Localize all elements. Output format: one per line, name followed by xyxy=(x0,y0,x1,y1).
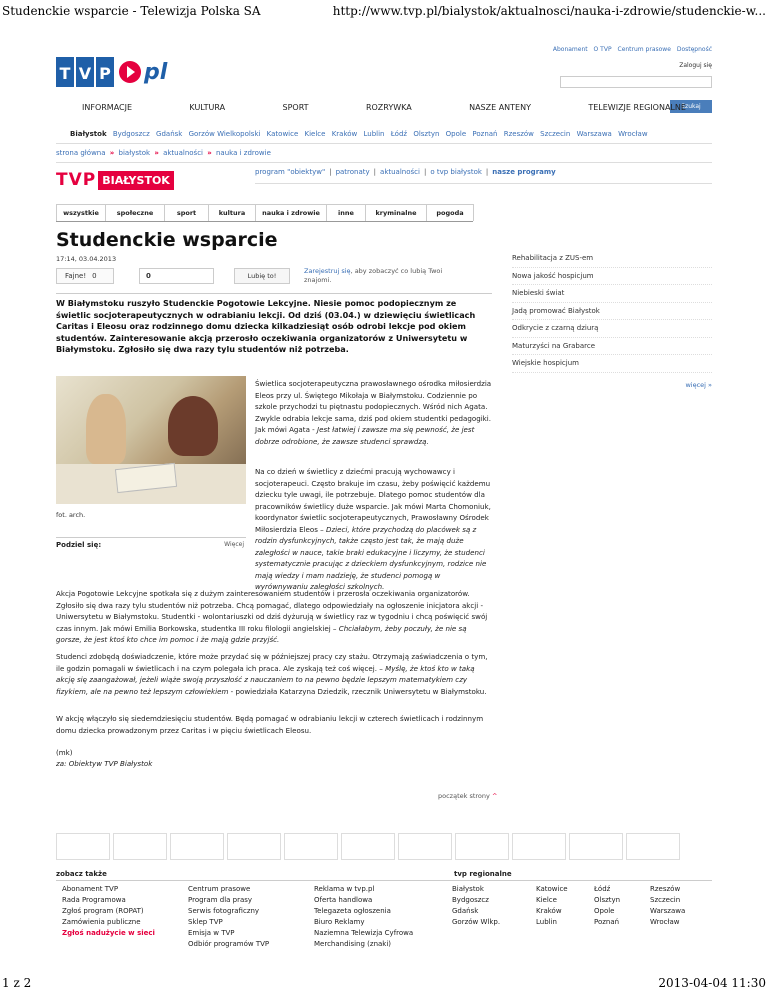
footer-heading-regional: tvp regionalne xyxy=(454,870,512,878)
top-of-page-label: początek strony xyxy=(438,792,490,800)
tab-spoleczne[interactable]: społeczne xyxy=(105,204,165,221)
top-of-page-link[interactable] xyxy=(438,792,497,800)
footer-link[interactable]: Rzeszów xyxy=(650,885,681,893)
footer-link[interactable]: Kraków xyxy=(536,907,562,915)
footer-link[interactable]: Zgłoś program (ROPAT) xyxy=(62,907,144,915)
fajne-label: Fajne! xyxy=(65,272,87,280)
breadcrumb-separator: » xyxy=(109,149,115,157)
region-link[interactable]: Opole xyxy=(445,130,467,138)
footer-link[interactable]: Katowice xyxy=(536,885,568,893)
social-bar xyxy=(56,267,469,285)
nav-nasze-anteny[interactable]: NASZE ANTENY xyxy=(469,103,531,112)
program-link-obiektyw[interactable]: program "obiektyw" xyxy=(255,168,326,176)
footer-col-7 xyxy=(650,884,685,928)
article-photo[interactable] xyxy=(56,376,246,504)
article-title: Studenckie wsparcie xyxy=(56,229,278,251)
footer-link[interactable]: Wrocław xyxy=(650,918,680,926)
region-link[interactable]: Kraków xyxy=(331,130,358,138)
paragraph-text-end: - powiedziała Katarzyna Dziedzik, rzecznik Uniwersytetu w Białymstoku. xyxy=(228,686,487,696)
thumbnail[interactable] xyxy=(227,833,281,860)
paragraph-text: Studenci zdobędą doświadczenie, które może przydać się w późniejszej pracy czy stażu. Otrzymają zaświadczenia o tym, ile godzin pomagali w świetlicach i na czym polegała ich praca. Ale zyskają też coś więcej. – xyxy=(56,652,488,673)
share-more-link[interactable]: Więcej xyxy=(224,541,244,548)
thumbnail[interactable] xyxy=(569,833,623,860)
region-link[interactable]: Bydgoszcz xyxy=(112,130,150,138)
related-link[interactable]: Jadą promować Białystok xyxy=(512,303,712,321)
nav-telewizje-regionalne[interactable]: TELEWIZJE REGIONALNE xyxy=(588,103,686,112)
region-link[interactable]: Gdańsk xyxy=(156,130,183,138)
nav-sport[interactable]: SPORT xyxy=(282,103,309,112)
footer-link[interactable]: Biuro Reklamy xyxy=(314,918,365,926)
footer-link[interactable]: Sklep TVP xyxy=(188,918,223,926)
related-link[interactable]: Niebieski świat xyxy=(512,285,712,303)
tvp-bialystok-logo[interactable] xyxy=(56,170,174,190)
logo-letter-p: P xyxy=(96,57,114,87)
quote: Jest łatwiej i zawsze ma się pewność, że jest dobrze odrobione, że zawsze studenci sprawdzą. xyxy=(255,425,475,446)
thumbnail[interactable] xyxy=(626,833,680,860)
footer-link[interactable]: Białystok xyxy=(452,885,484,893)
photo-girl xyxy=(86,394,126,464)
footer-link[interactable]: Program dla prasy xyxy=(188,896,253,904)
partner-thumbnails xyxy=(56,833,683,860)
tab-sport[interactable]: sport xyxy=(164,204,209,221)
divider xyxy=(56,880,712,881)
region-link[interactable]: Łódź xyxy=(390,130,408,138)
share-box xyxy=(56,537,246,549)
region-links xyxy=(70,130,652,138)
more-link[interactable]: więcej » xyxy=(685,380,712,389)
footer-col-5 xyxy=(536,884,568,928)
related-link[interactable]: Maturzyści na Grabarce xyxy=(512,338,712,356)
bialystok-logo-name: BIAŁYSTOK xyxy=(98,171,174,190)
article-paragraph-2 xyxy=(255,466,495,593)
footer-link[interactable]: Abonament TVP xyxy=(62,885,119,893)
region-link[interactable]: Szczecin xyxy=(540,130,571,138)
thumbnail[interactable] xyxy=(284,833,338,860)
divider xyxy=(56,162,712,163)
thumbnail[interactable] xyxy=(455,833,509,860)
breadcrumb-bialystok[interactable]: białystok xyxy=(118,149,151,157)
print-page-title: Studenckie wsparcie - Telewizja Polska SA xyxy=(2,4,261,18)
tab-kultura[interactable]: kultura xyxy=(208,204,256,221)
tvp-pl-logo[interactable] xyxy=(56,56,167,88)
quote: Myślę, że ktoś kto w taką akcję się zaangażował, jeżeli wiąże swoją przyszłość z nauczaniem to na pewno będzie lepszym matematykiem czy fizykiem, ale na pewno też lepszym człowiekiem xyxy=(56,663,475,696)
quote: Chciałabym, żeby poczuły, że nie są gorsze, że jest ktoś kto chce im pomoc i że mają gdzie przyjść. xyxy=(56,623,467,644)
top-link-o-tvp[interactable]: O TVP xyxy=(593,46,612,53)
paragraph-text: Akcja Pogotowie Lekcyjne spotkała się z dużym zainteresowaniem studentów i przerosła oczekiwania organizatorów. Zgłosiło się dwa razy tylu studentów niż potrzeba. Chcą pomagać, dlatego odpowiedziały na ogłoszenie inicjatora akcji - Uniwersytetu w Białymstoku. Studentki - wolontariuszki od dziś dyżurują w świetlicy raz w tygodniu i chcą poświęcić swój czas innym. Jak mówi Emilia Borkowska, studentka III roku filologii angielskiej – xyxy=(56,589,488,633)
search-button[interactable]: Szukaj xyxy=(670,100,712,113)
program-link-o-tvp[interactable]: o tvp białystok xyxy=(430,168,482,176)
program-link-patronaty[interactable]: patronaty xyxy=(335,168,370,176)
thumbnail[interactable] xyxy=(398,833,452,860)
footer-link[interactable]: Centrum prasowe xyxy=(188,885,251,893)
quote: Dzieci, które przychodzą do placówek są z rodzin dysfunkcyjnych, także często jest tak, że mają duże zaległości w nauce, takie braki edukacyjne i liczymy, że studenci systematycznie pracując z dzieckiem dysfunkcyjnym, rodzice nie mają wiedzy i mam nadzieję, że studenci pomogą w wyrównywaniu zaległości szkolnych. xyxy=(255,524,487,591)
thumbnail[interactable] xyxy=(170,833,224,860)
footer-link[interactable]: Opole xyxy=(594,907,615,915)
breadcrumb-separator: » xyxy=(154,149,159,157)
login-link[interactable]: Zaloguj się xyxy=(679,62,712,69)
tab-inne[interactable]: inne xyxy=(326,204,366,221)
logo-letter-v: V xyxy=(76,57,94,87)
program-link-nasze-programy[interactable]: nasze programy xyxy=(492,168,556,176)
top-links xyxy=(549,46,712,53)
caret-up-icon: ^ xyxy=(491,792,498,800)
tab-pogoda[interactable]: pogoda xyxy=(426,204,474,221)
paragraph-text: Na co dzień w świetlicy z dziećmi pracują wychowawcy i socjoterapeuci. Często brakuje im czasu, żeby poświęcić każdemu dziecku tyle uwagi, ile potrzebuje. Dlatego pomoc studentów dla pracowników świetlicy duże wsparcie. Jak mówi Marta Chomoniuk, koordynator świetlic socjoterapeutycznych, Prawosławny Ośrodek Miłosierdzia Eleos – xyxy=(255,467,491,534)
footer-link[interactable]: Lublin xyxy=(536,918,557,926)
fajne-button[interactable] xyxy=(56,268,114,284)
footer-link[interactable]: Szczecin xyxy=(650,896,681,904)
top-link-abonament[interactable]: Abonament xyxy=(552,46,588,53)
paragraph-text: Świetlica socjoterapeutyczna prawosławnego ośrodka miłosierdzia Eleos przy ul. Świętego Mikołaja w Białymstoku. Codziennie po szkole przychodzi tu piętnastu podopiecznych. Wśród nich Agata. Zwykle odrabia lekcje sama, dziś pod okiem studentki pedagogiki. Jak mówi Agata - xyxy=(255,379,492,434)
print-page-url: http://www.tvp.pl/bialystok/aktualnosci/nauka-i-zdrowie/studenckie-w... xyxy=(332,4,766,18)
footer-col-4 xyxy=(452,884,500,928)
footer-link[interactable]: Poznań xyxy=(594,918,620,926)
article-source xyxy=(56,758,492,770)
footer-heading-see-also: zobacz także xyxy=(56,870,107,878)
article-paragraph-1 xyxy=(255,378,495,447)
footer-link[interactable]: Warszawa xyxy=(650,907,686,915)
like-button[interactable]: Lubię to! xyxy=(234,268,290,284)
share-label: Podziel się: xyxy=(56,541,102,549)
region-link[interactable]: Katowice xyxy=(266,130,299,138)
region-link[interactable]: Lublin xyxy=(363,130,385,138)
region-link[interactable]: Gorzów Wielkopolski xyxy=(188,130,261,138)
tab-wszystkie[interactable]: wszystkie xyxy=(56,204,106,221)
region-current[interactable]: Białystok xyxy=(70,130,107,138)
divider xyxy=(255,183,712,184)
program-link-aktualnosci[interactable]: aktualności xyxy=(380,168,420,176)
search-input[interactable] xyxy=(560,76,712,88)
tab-kryminalne[interactable]: kryminalne xyxy=(365,204,427,221)
footer-link[interactable]: Oferta handlowa xyxy=(314,896,373,904)
thumbnail[interactable] xyxy=(56,833,110,860)
footer-col-6 xyxy=(594,884,620,928)
related-link[interactable]: Odkrycie z czarną dziurą xyxy=(512,320,712,338)
article-paragraph-4 xyxy=(56,651,492,697)
program-nav: program "obiektyw" | patronaty | aktualności | o tvp białystok | nasze programy xyxy=(255,168,556,176)
footer-link[interactable]: Emisja w TVP xyxy=(188,929,235,937)
footer-col-2 xyxy=(188,884,269,950)
footer-link[interactable]: Zamówienia publiczne xyxy=(62,918,141,926)
footer-link[interactable]: Serwis fotograficzny xyxy=(188,907,260,915)
footer-link[interactable]: Kielce xyxy=(536,896,557,904)
print-footer xyxy=(0,972,768,994)
share-counter: 0 xyxy=(139,268,214,284)
region-link[interactable]: Wrocław xyxy=(618,130,648,138)
nav-rozrywka[interactable]: ROZRYWKA xyxy=(365,103,412,112)
photo-caption: fot. arch. xyxy=(56,511,86,519)
footer-link[interactable]: Odbiór programów TVP xyxy=(188,940,270,948)
footer-link[interactable]: Gorzów Wlkp. xyxy=(452,918,501,926)
region-link[interactable]: Kielce xyxy=(304,130,326,138)
facebook-text xyxy=(304,267,469,285)
breadcrumb-separator: » xyxy=(207,149,212,157)
related-link[interactable]: Wiejskie hospicjum xyxy=(512,355,712,373)
tab-nauka-i-zdrowie[interactable]: nauka i zdrowie xyxy=(255,204,327,221)
region-link[interactable]: Olsztyn xyxy=(413,130,440,138)
bialystok-logo-tvp: TVP xyxy=(56,170,97,190)
print-header xyxy=(0,0,768,22)
footer-link[interactable]: Naziemna Telewizja Cyfrowa xyxy=(314,929,414,937)
register-link[interactable]: Zarejestruj się xyxy=(304,267,351,275)
article-lead: W Białymstoku ruszyło Studenckie Pogotowie Lekcyjne. Niesie pomoc podopiecznym ze świetlic socjoterapeutycznych w odrabianiu lekcji. Od dziś (03.04.) w dziewięciu świetlicach Caritas i Eleosu oraz rodzinnego domu dziecka kilkadziesiąt osób odrobi lekcje pod okiem studentów. Zainteresowanie akcją przerosło oczekiwania organizatorów z Uniwersytetu w Białymstoku. Zgłosiło się dwa razy tylu studentów niż potrzeba. xyxy=(56,298,476,354)
breadcrumb-home[interactable]: strona główna xyxy=(56,149,106,157)
thumbnail[interactable] xyxy=(113,833,167,860)
report-abuse-link[interactable]: Zgłoś nadużycie w sieci xyxy=(62,929,155,937)
divider xyxy=(56,293,492,294)
source-text: za: Obiektyw TVP Białystok xyxy=(56,759,153,768)
footer-link[interactable]: Merchandising (znaki) xyxy=(314,940,392,948)
top-link-press[interactable]: Centrum prasowe xyxy=(617,46,671,53)
region-link[interactable]: Warszawa xyxy=(576,130,612,138)
divider xyxy=(56,143,712,144)
breadcrumb-nauka[interactable]: nauka i zdrowie xyxy=(216,149,271,157)
related-link[interactable]: Nowa jakość hospicjum xyxy=(512,268,712,286)
footer-link[interactable]: Reklama w tvp.pl xyxy=(314,885,375,893)
category-tabs xyxy=(56,204,473,222)
main-nav xyxy=(56,103,712,112)
print-page-number: 1 z 2 xyxy=(2,976,32,990)
footer-link[interactable]: Bydgoszcz xyxy=(452,896,489,904)
footer-link[interactable]: Łódź xyxy=(594,885,611,893)
thumbnail[interactable] xyxy=(512,833,566,860)
fajne-count: 0 xyxy=(92,272,97,280)
footer-col-1 xyxy=(62,884,155,939)
footer-col-3 xyxy=(314,884,413,950)
breadcrumb-aktualnosci[interactable]: aktualności xyxy=(163,149,203,157)
photo-woman xyxy=(168,396,218,456)
facebook-text-rest: , aby zobaczyć co lubią Twoi znajomi. xyxy=(304,267,443,284)
play-icon xyxy=(119,61,141,83)
footer-link[interactable]: Gdańsk xyxy=(452,907,479,915)
footer-link[interactable]: Rada Programowa xyxy=(62,896,126,904)
print-timestamp: 2013-04-04 11:30 xyxy=(658,976,766,990)
region-link[interactable]: Rzeszów xyxy=(503,130,534,138)
related-sidebar xyxy=(512,250,712,389)
article-paragraph-5: W akcję włączyło się siedemdziesięciu studentów. Będą pomagać w odrabianiu lekcji w czterech świetlicach i rodzinnym domu dziecka prowadzonym przez Caritas i w pięciu świetlicach Eleosu. xyxy=(56,714,484,735)
article-date: 17:14, 03.04.2013 xyxy=(56,255,117,263)
nav-informacje[interactable]: INFORMACJE xyxy=(82,103,133,112)
related-link[interactable]: Rehabilitacja z ZUS-em xyxy=(512,250,712,268)
article-signature: (mk) xyxy=(56,748,73,757)
top-link-accessibility[interactable]: Dostępność xyxy=(676,46,712,53)
nav-kultura[interactable]: KULTURA xyxy=(189,103,226,112)
logo-letter-t: T xyxy=(56,57,74,87)
footer-link[interactable]: Telegazeta ogłoszenia xyxy=(314,907,391,915)
breadcrumb xyxy=(56,149,271,157)
logo-pl: pl xyxy=(144,59,168,85)
thumbnail[interactable] xyxy=(341,833,395,860)
footer-link[interactable]: Olsztyn xyxy=(594,896,621,904)
article-paragraph-3 xyxy=(56,588,492,646)
region-link[interactable]: Poznań xyxy=(472,130,498,138)
